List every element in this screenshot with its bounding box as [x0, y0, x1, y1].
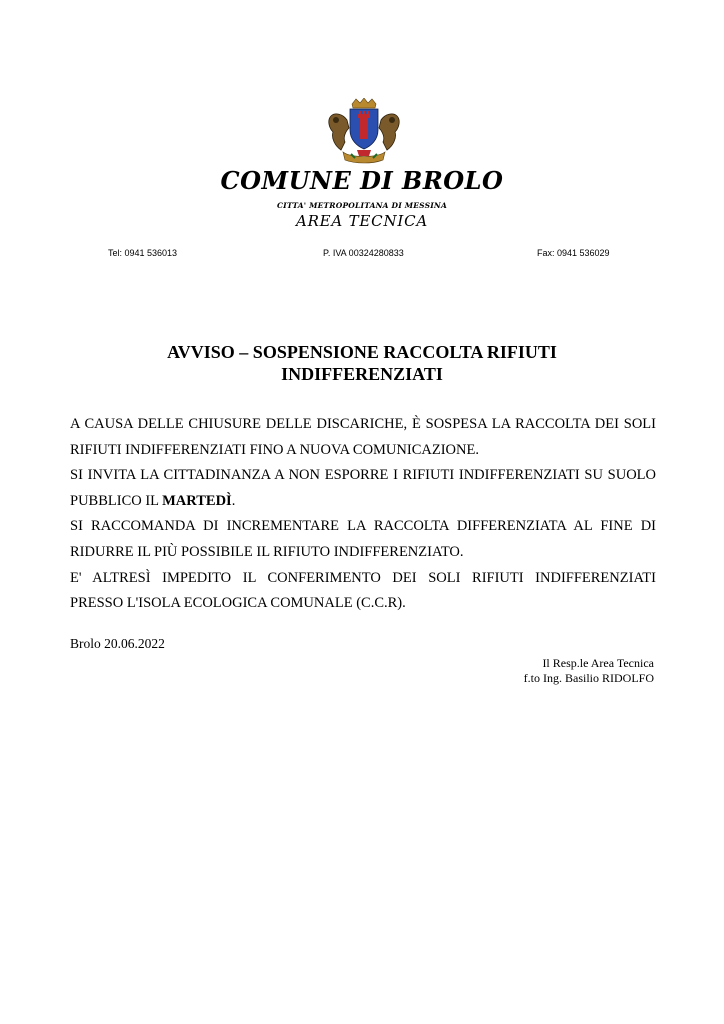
fax-number: Fax: 0941 536029	[537, 248, 610, 258]
weekday-highlight: MARTEDÌ	[162, 492, 232, 509]
document-date: Brolo 20.06.2022	[70, 636, 165, 651]
paragraph-3-line-1: SI RACCOMANDA DI INCREMENTARE LA RACCOLTA DIFFERENZIATA AL FINE DI	[70, 518, 656, 535]
signatory-name: f.to Ing. Basilio RIDOLFO	[523, 671, 654, 685]
paragraph-1-line-1: A CAUSA DELLE CHIUSURE DELLE DISCARICHE, È SOSPESA LA RACCOLTA DEI SOLI	[70, 416, 656, 432]
coat-of-arms-logo	[323, 98, 405, 164]
paragraph-2-suffix: .	[231, 492, 236, 509]
vat-number: P. IVA 00324280833	[323, 248, 404, 258]
signatory-role: Il Resp.le Area Tecnica	[542, 656, 654, 670]
notice-body	[70, 412, 656, 617]
municipality-name: COMUNE DI BROLO	[220, 166, 504, 195]
notice-title-line-1: AVVISO – SOSPENSIONE RACCOLTA RIFIUTI	[167, 342, 557, 362]
signature-block	[524, 656, 654, 686]
paragraph-3-line-2: RIDURRE IL PIÙ POSSIBILE IL RIFIUTO INDIFFERENZIATO.	[70, 543, 464, 560]
department-name: AREA TECNICA	[295, 212, 429, 230]
paragraph-1-line-2: RIFIUTI INDIFFERENZIATI FINO A NUOVA COMUNICAZIONE.	[70, 441, 479, 458]
notice-title-line-2: INDIFFERENZIATI	[281, 364, 443, 384]
paragraph-4-line-2: PRESSO L'ISOLA ECOLOGICA COMUNALE (C.C.R).	[70, 595, 406, 612]
notice-title	[0, 341, 724, 385]
paragraph-2-line-1: SI INVITA LA CITTADINANZA A NON ESPORRE I RIFIUTI INDIFFERENZIATI SU SUOLO	[70, 467, 656, 484]
paragraph-4-line-1: E' ALTRESÌ IMPEDITO IL CONFERIMENTO DEI SOLI RIFIUTI INDIFFERENZIATI	[70, 569, 656, 586]
paragraph-2-prefix: PUBBLICO IL	[70, 492, 163, 509]
paragraph-2-line-2	[70, 489, 656, 515]
metropolitan-city: CITTA' METROPOLITANA DI MESSINA	[277, 201, 447, 210]
phone-number: Tel: 0941 536013	[108, 248, 178, 258]
